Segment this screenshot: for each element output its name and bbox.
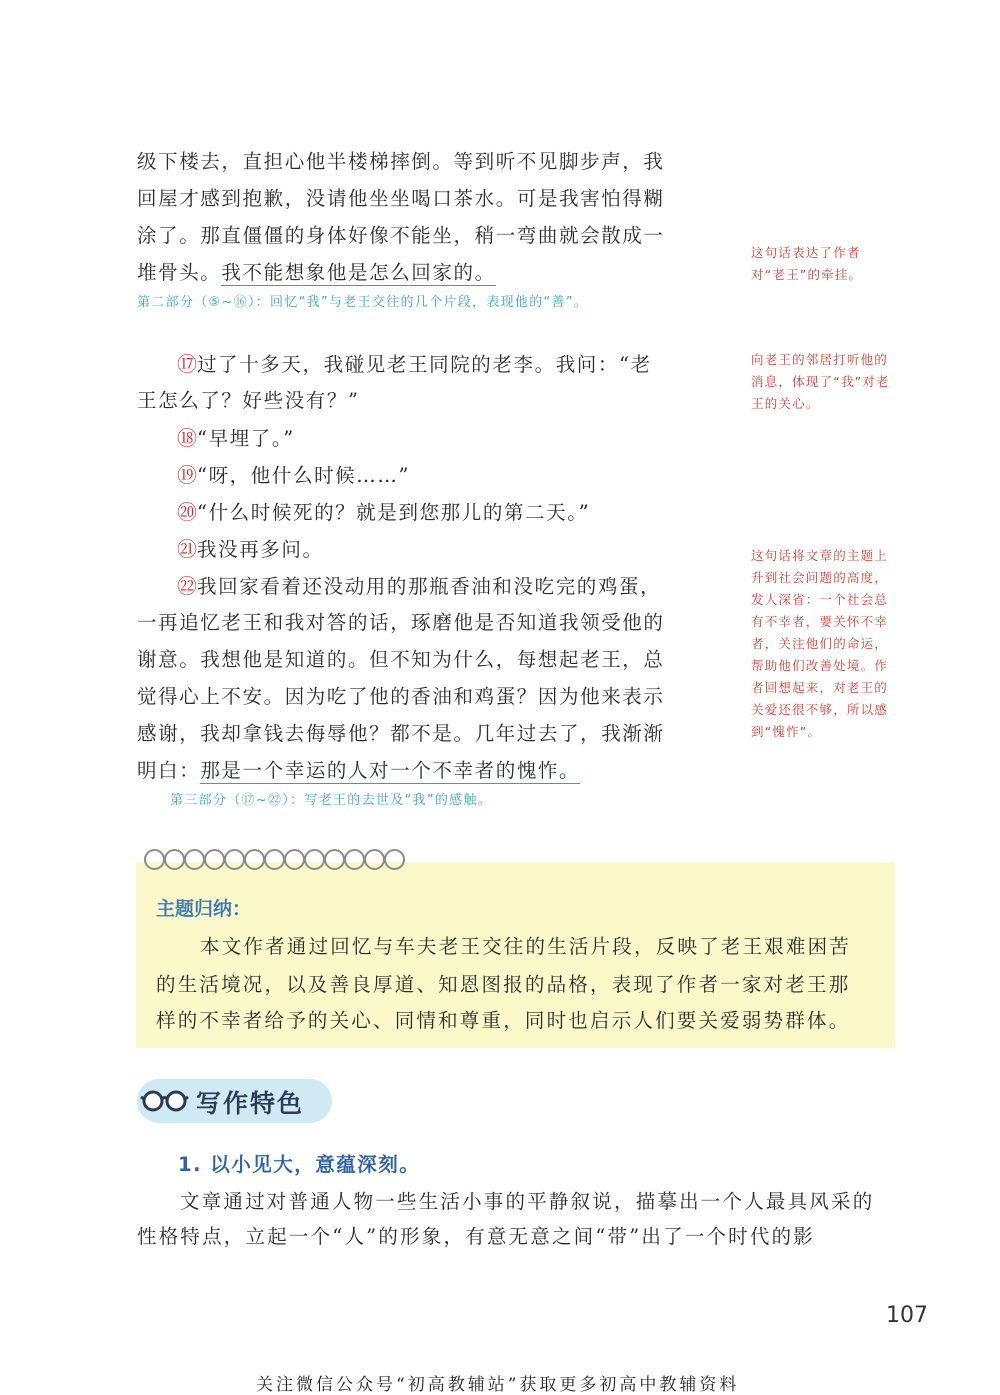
feature-text-line: 文章通过对普通人物一些生活小事的平静叙说，描摹出一个人最具风采的 (180, 1190, 875, 1213)
underlined-sentence: 我不能想象他是怎么回家的。 (221, 261, 496, 284)
passage-line: 一再追忆老王和我对答的话，琢磨他是否知道我领受他的 (137, 611, 665, 634)
passage-text: “呀，他什么时候……” (197, 464, 411, 487)
side-note: 向老王的邻居打听他的消息，体现了“我”对老王的关心。 (751, 352, 890, 411)
paragraph-number: ⑱ (177, 426, 197, 450)
footer-note: 关注微信公众号“初高教辅站”获取更多初高中教辅资料 (256, 1375, 740, 1395)
side-note: 这句话表达了作者对“老王”的牵挂。 (751, 245, 863, 282)
paragraph-18 (177, 422, 295, 451)
paragraph-number: ㉑ (177, 537, 197, 561)
passage-line: 涂了。那直僵僵的身体好像不能坐，稍一弯曲就会散成一 (137, 224, 665, 247)
underlined-sentence: 那是一个幸运的人对一个不幸者的愧怍。 (200, 759, 581, 782)
side-note: 这句话将文章的主题上升到社会问题的高度，发人深省：一个社会总有不幸者，要关怀不幸者，关注他们的命运，帮助他们改善处境。作者回想起来，对老王的关爱还很不够，所以感到“愧怍”。 (751, 548, 889, 739)
paragraph-number: ⑰ (177, 352, 197, 376)
theme-text-line: 样的不幸者给予的关心、同情和尊重，同时也启示人们要关爱弱势群体。 (156, 1009, 851, 1032)
passage-text: 明白： (137, 759, 201, 782)
passage-text: 过了十多天，我碰见老王同院的老李。我问：“老 (197, 353, 652, 376)
glasses-icon (140, 1084, 190, 1118)
passage-line (137, 755, 580, 783)
section-3-note: 第三部分（⑰~㉒）：写老王的去世及“我”的感触。 (170, 793, 493, 808)
passage-line: 感谢，我却拿钱去侮辱他？都不是。几年过去了，我渐渐 (137, 722, 665, 745)
passage-line (137, 257, 496, 285)
paragraph-19 (177, 459, 410, 488)
spiral-binding-icon (144, 849, 404, 875)
section-2-note: 第二部分（⑤~⑯）：回忆“我”与老王交往的几个片段，表现他的“善”。 (137, 295, 589, 310)
passage-line: 级下楼去，直担心他半楼梯摔倒。等到听不见脚步声，我 (137, 150, 665, 173)
paragraph-17-line (177, 348, 652, 377)
passage-line: 觉得心上不安。因为吃了他的香油和鸡蛋？因为他来表示 (137, 685, 665, 708)
paragraph-22-line (177, 570, 661, 599)
paragraph-number: ⑳ (177, 500, 197, 524)
page-number: 107 (886, 1303, 928, 1328)
passage-text: “早埋了。” (197, 427, 295, 450)
feature-point-title: 1. 以小见大，意蕴深刻。 (178, 1153, 421, 1176)
passage-text: 我没再多问。 (197, 538, 324, 561)
passage-text: “什么时候死的？就是到您那儿的第二天。” (197, 501, 591, 524)
feature-text-line: 性格特点，立起一个“人”的形象，有意无意之间“带”出了一个时代的影 (137, 1225, 815, 1248)
paragraph-number: ⑲ (177, 463, 197, 487)
theme-text-line: 本文作者通过回忆与车夫老王交往的生活片段，反映了老王艰难困苦 (200, 935, 852, 958)
passage-text: 堆骨头。 (137, 261, 222, 284)
passage-line: 回屋才感到抱歉，没请他坐坐喝口茶水。可是我害怕得糊 (137, 187, 665, 210)
paragraph-21 (177, 533, 324, 562)
passage-line: 谢意。我想他是知道的。但不知为什么，每想起老王，总 (137, 648, 665, 671)
section-title: 写作特色 (196, 1089, 305, 1118)
theme-title: 主题归纳： (156, 898, 252, 920)
passage-text: 我回家看着还没动用的那瓶香油和没吃完的鸡蛋， (197, 575, 662, 598)
theme-text-line: 的生活境况，以及善良厚道、知恩图报的品格，表现了作者一家对老王那 (156, 973, 851, 996)
paragraph-number: ㉒ (177, 574, 197, 598)
passage-line: 王怎么了？好些没有？” (137, 389, 360, 412)
paragraph-20 (177, 496, 590, 525)
